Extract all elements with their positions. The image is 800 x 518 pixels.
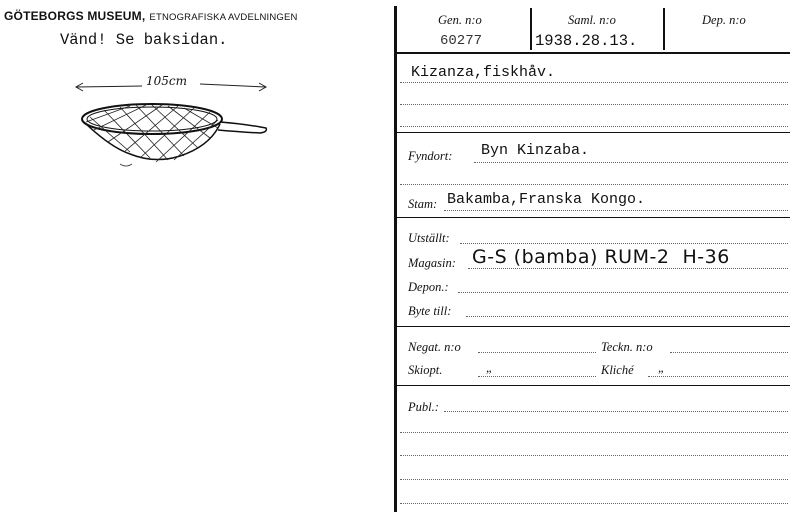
- publ-label: Publ.:: [408, 400, 439, 414]
- rule-line: [400, 432, 788, 433]
- rule-line: [478, 376, 596, 377]
- stam-value: Bakamba,Franska Kongo.: [447, 191, 646, 208]
- skiopt-label: Skiopt.: [408, 363, 443, 377]
- dimension-label: 105cm: [146, 74, 188, 88]
- byte-label: Byte till:: [408, 304, 452, 318]
- rule-line: [460, 243, 788, 244]
- rule-line: [444, 210, 788, 211]
- negat-label: Negat. n:o: [408, 340, 461, 354]
- rule-line: [400, 479, 788, 480]
- rule-line: [400, 126, 788, 127]
- museum-header: [4, 7, 298, 25]
- department-name: ETNOGRAFISKA AVDELNINGEN: [149, 12, 298, 23]
- title-line: [400, 82, 788, 83]
- section-rule: [396, 326, 790, 327]
- rule-line: [400, 184, 788, 185]
- card-left-border: [394, 6, 397, 512]
- section-rule: [396, 217, 790, 218]
- depon-label: Depon.:: [408, 280, 449, 294]
- section-rule: [396, 385, 790, 386]
- utstallt-label: Utställt:: [408, 231, 450, 245]
- magasin-label: Magasin:: [408, 256, 456, 270]
- gen-no-value: 60277: [440, 33, 483, 49]
- saml-no-value: 1938.28.13.: [535, 32, 638, 50]
- rule-line: [400, 104, 788, 105]
- rule-line: [648, 376, 788, 377]
- magasin-value: G-S (bamba) RUM-2 H-36: [472, 246, 730, 268]
- rule-line: [474, 162, 788, 163]
- skiopt-ditto: „: [486, 361, 493, 375]
- header-bottom-rule: [396, 52, 790, 54]
- stam-label: Stam:: [408, 197, 438, 211]
- kliche-label: Kliché: [601, 363, 634, 377]
- section-rule: [396, 132, 790, 133]
- museum-name: GÖTEBORGS MUSEUM,: [4, 9, 146, 23]
- header-divider-2: [663, 8, 665, 50]
- rule-line: [400, 503, 788, 504]
- rule-line: [458, 292, 788, 293]
- dep-no-label: Dep. n:o: [702, 13, 746, 27]
- gen-no-label: Gen. n:o: [438, 13, 482, 27]
- fyndort-label: Fyndort:: [408, 149, 453, 163]
- rule-line: [466, 316, 788, 317]
- rule-line: [468, 268, 788, 269]
- saml-no-label: Saml. n:o: [568, 13, 616, 27]
- fishing-net-sketch: [70, 72, 280, 182]
- header-divider-1: [530, 8, 532, 50]
- rule-line: [444, 411, 788, 412]
- fyndort-value: Byn Kinzaba.: [481, 142, 590, 159]
- object-title: Kizanza,fiskhåv.: [411, 64, 556, 81]
- rule-line: [478, 352, 596, 353]
- turn-over-note: Vänd! Se baksidan.: [60, 31, 228, 49]
- rule-line: [670, 352, 788, 353]
- rule-line: [400, 455, 788, 456]
- kliche-ditto: „: [658, 361, 665, 375]
- teckn-label: Teckn. n:o: [601, 340, 653, 354]
